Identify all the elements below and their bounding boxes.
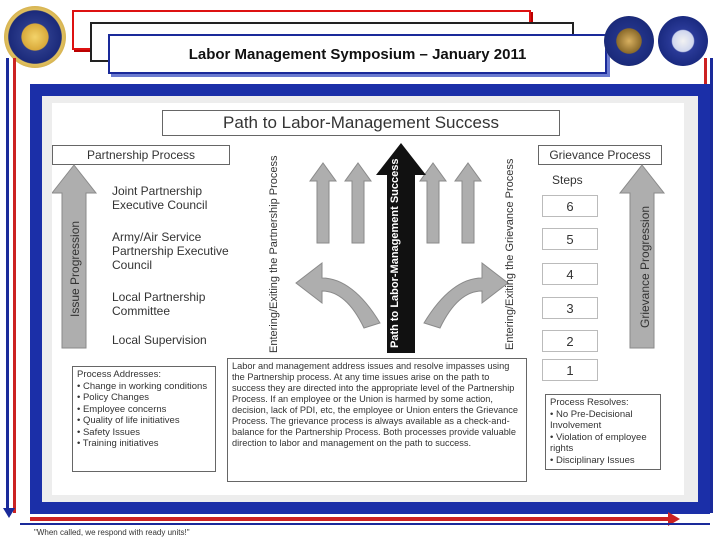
address-item: • Policy Changes [77, 392, 149, 403]
address-item: • Safety Issues [77, 426, 140, 438]
center-path-label: Path to Labor-Management Success [389, 158, 401, 348]
left-red-rule [13, 58, 16, 513]
address-item: • Employee concerns [77, 403, 167, 415]
army-guard-seal [604, 16, 654, 66]
partnership-entry-arrow-1 [310, 163, 336, 243]
center-explanation-box: Labor and management address issues and resolve impasses using the Partnership process. At any time issues arise on the path to success they are directed into the appropriate level of the Partnership Process. If an employee or the Union is harmed by some action, decision, lack of PDI, etc, the employee or Union enters the Grievance Process. The grievance process is always available as a check-and-balance for the Partnership Process. Both processes provide valuable direction to labor and management on the path to success. [227, 358, 527, 482]
step-3: 3 [542, 297, 598, 319]
partnership-process-header: Partnership Process [52, 145, 230, 165]
footer-quote: "When called, we respond with ready units!" [34, 528, 190, 537]
level-local-supervision: Local Supervision [112, 333, 207, 347]
center-path-arrow [376, 143, 426, 353]
process-addresses-title: Process Addresses: [77, 369, 161, 380]
left-rule-arrow [3, 508, 15, 518]
footer-rule-red [30, 517, 670, 521]
address-item: • Training initiatives [77, 438, 159, 449]
page-title-banner [108, 34, 607, 74]
left-branch-arrow [296, 263, 380, 328]
footer-rule-blue [20, 523, 710, 525]
issue-progression-label: Issue Progression [68, 220, 82, 317]
level-local-partnership: Local Partnership Committee [112, 290, 206, 318]
step-6: 6 [542, 195, 598, 217]
entering-grievance-label: Entering/Exiting the Grievance Process [504, 158, 516, 350]
level-army-air-service: Army/Air Service Partnership Executive Council [112, 230, 229, 272]
diagram-title: Path to Labor-Management Success [162, 110, 560, 136]
level-joint-partnership: Joint Partnership Executive Council [112, 184, 208, 212]
grievance-entry-arrow-2 [455, 163, 481, 243]
resolve-item: • No Pre-Decisional Involvement [550, 408, 633, 431]
right-blue-rule [710, 58, 713, 513]
process-addresses-box [72, 366, 216, 472]
air-guard-seal [658, 16, 708, 66]
resolve-item: • Disciplinary Issues [550, 454, 635, 466]
resolve-item: • Violation of employee rights [550, 431, 647, 454]
entering-partnership-label: Entering/Exiting the Partnership Process [268, 155, 280, 353]
steps-label: Steps [552, 173, 583, 187]
address-item: • Quality of life initiatives [77, 415, 180, 426]
grievance-progression-label: Grievance Progression [638, 205, 652, 328]
step-2: 2 [542, 330, 598, 352]
page-title: Labor Management Symposium – January 2011 [188, 45, 527, 63]
process-resolves-title: Process Resolves: [550, 397, 629, 408]
left-blue-rule [6, 58, 9, 513]
address-item: • Change in working conditions [77, 380, 208, 392]
right-branch-arrow [424, 263, 508, 328]
grievance-process-header: Grievance Process [538, 145, 662, 165]
step-1: 1 [542, 359, 598, 381]
step-5: 5 [542, 228, 598, 250]
partnership-entry-arrow-2 [345, 163, 371, 243]
step-4: 4 [542, 263, 598, 285]
process-resolves-box [545, 394, 661, 470]
